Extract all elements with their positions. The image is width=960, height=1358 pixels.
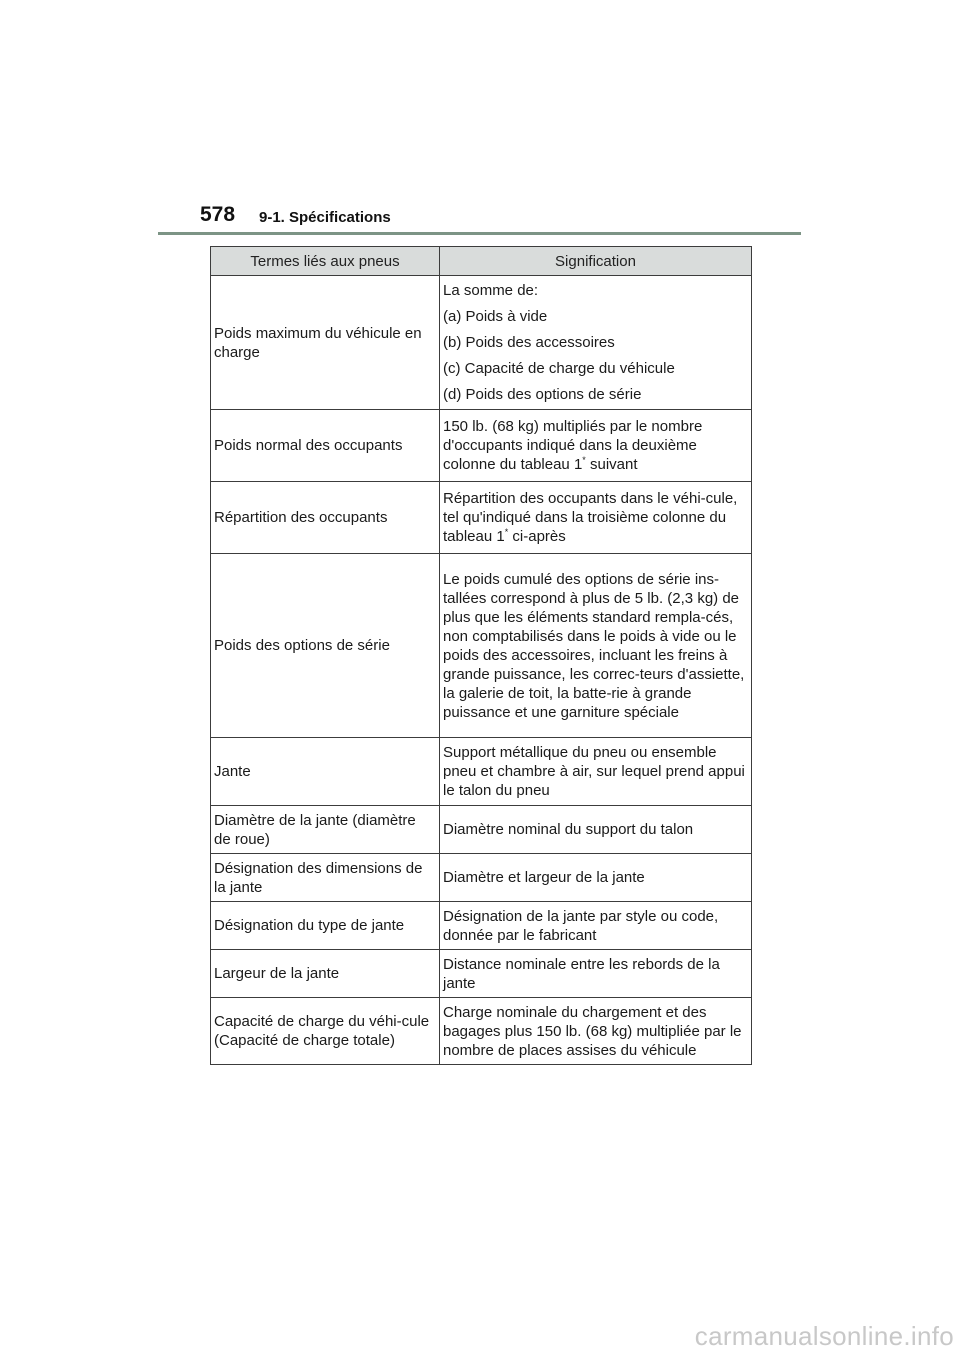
list-item: (a) Poids à vide	[443, 307, 548, 325]
meaning-cell: Diamètre et largeur de la jante	[440, 854, 752, 902]
table-row	[211, 998, 752, 1065]
table-row	[211, 276, 752, 410]
meaning-cell: Désignation de la jante par style ou code, donnée par le fabricant	[440, 902, 752, 950]
meaning-text: Répartition des occupants dans le véhi-cule, tel qu'indiqué dans la troisième colonne du tableau 1	[443, 490, 738, 545]
meaning-cell	[440, 410, 752, 482]
table-row	[211, 482, 752, 554]
list-item: (c) Capacité de charge du véhicule	[443, 359, 675, 377]
page-number: 578	[200, 203, 236, 226]
table-row	[211, 554, 752, 738]
term-cell: Répartition des occupants	[211, 482, 440, 554]
table-header-row	[211, 247, 752, 276]
meaning-tail: suivant	[585, 456, 638, 473]
term-cell: Poids normal des occupants	[211, 410, 440, 482]
footnote-marker: *	[582, 455, 586, 465]
table-row	[211, 950, 752, 998]
list-item: (d) Poids des options de série	[443, 385, 642, 403]
term-cell: Capacité de charge du véhi-cule (Capacité de charge totale)	[211, 998, 440, 1065]
term-cell: Jante	[211, 738, 440, 806]
term-cell: Désignation des dimensions de la jante	[211, 854, 440, 902]
term-cell: Largeur de la jante	[211, 950, 440, 998]
watermark: carmanualsonline.info	[694, 1321, 954, 1351]
term-cell: Poids des options de série	[211, 554, 440, 738]
term-cell: Poids maximum du véhicule en charge	[211, 276, 440, 410]
table-row	[211, 806, 752, 854]
table-row	[211, 738, 752, 806]
section-title: 9-1. Spécifications	[259, 209, 391, 226]
meaning-cell	[440, 482, 752, 554]
meaning-cell	[440, 276, 752, 410]
meaning-cell: Diamètre nominal du support du talon	[440, 806, 752, 854]
meaning-intro: La somme de:	[443, 281, 539, 299]
list-item: (b) Poids des accessoires	[443, 333, 615, 351]
footnote-marker: *	[504, 527, 509, 537]
column-header-meaning: Signification	[440, 247, 752, 276]
tire-terms-table	[210, 246, 752, 1065]
header-divider	[158, 232, 801, 235]
table-row	[211, 410, 752, 482]
meaning-cell: Charge nominale du chargement et des bagages plus 150 lb. (68 kg) multipliée par le nombre de places assises du véhicule	[440, 998, 752, 1065]
meaning-cell: Le poids cumulé des options de série ins-tallées correspond à plus de 5 lb. (2,3 kg) de plus que les éléments standard rempla-cés, non comptabilisés dans le poids à vide ou le poids des accessoires, incluant les freins à grande puissance, les correc-teurs d'assiette, la galerie de toit, la batte-rie à grande puissance et une garniture spéciale	[440, 554, 752, 738]
term-cell: Désignation du type de jante	[211, 902, 440, 950]
table-row	[211, 854, 752, 902]
meaning-cell: Support métallique du pneu ou ensemble pneu et chambre à air, sur lequel prend appui le talon du pneu	[440, 738, 752, 806]
meaning-cell: Distance nominale entre les rebords de la jante	[440, 950, 752, 998]
term-cell: Diamètre de la jante (diamètre de roue)	[211, 806, 440, 854]
meaning-text: 150 lb. (68 kg) multipliés par le nombre d'occupants indiqué dans la deuxième colonne du tableau 1	[443, 418, 703, 473]
meaning-tail: ci-après	[508, 528, 566, 545]
column-header-terms: Termes liés aux pneus	[211, 247, 440, 276]
table-row	[211, 902, 752, 950]
